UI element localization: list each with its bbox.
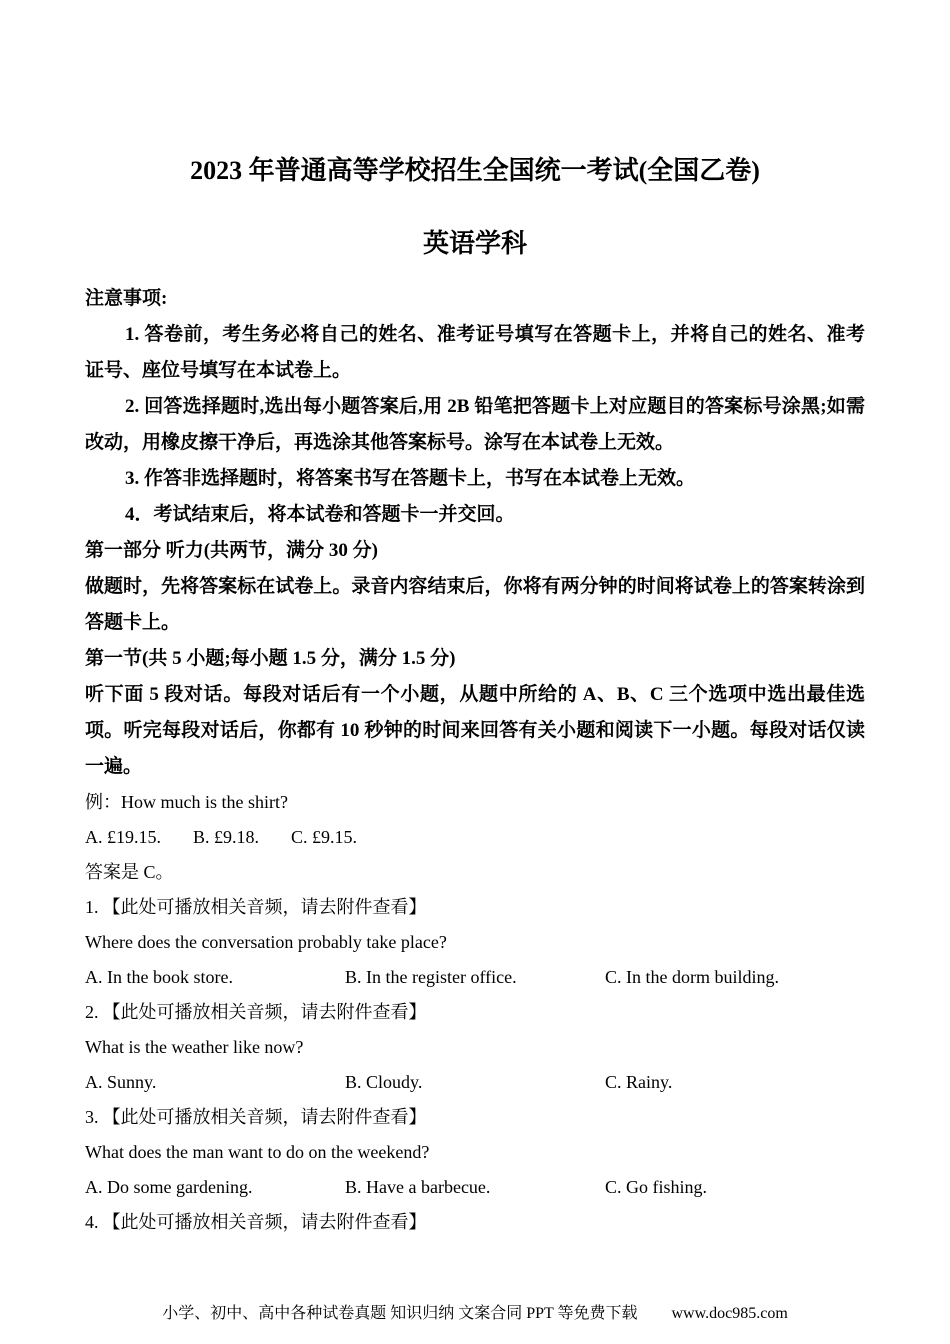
- question-stem: What does the man want to do on the weekend?: [85, 1142, 430, 1162]
- option-c: C. Rainy.: [605, 1072, 673, 1092]
- question-2: [85, 995, 865, 1100]
- question-audio-line: [85, 890, 865, 925]
- question-options: [85, 1170, 865, 1205]
- option-a: A. In the book store.: [85, 967, 233, 987]
- question-number: 1.: [85, 897, 99, 917]
- question-stem: Where does the conversation probably take place?: [85, 932, 447, 952]
- example-answer: 答案是 C。: [85, 862, 174, 882]
- part1-instruction: 做题时，先将答案标在试卷上。录音内容结束后，你将有两分钟的时间将试卷上的答案转涂到答题卡上。: [85, 576, 865, 633]
- example-option-a: A. £19.15.: [85, 827, 161, 847]
- page-footer: [0, 1304, 950, 1324]
- section1-instruction: 听下面 5 段对话。每段对话后有一个小题，从题中所给的 A、B、C 三个选项中选出最佳选项。听完每段对话后，你都有 10 秒钟的时间来回答有关小题和阅读下一小题。每段对话仅读一遍。: [85, 684, 865, 777]
- notice-item-2: 2. 回答选择题时,选出每小题答案后,用 2B 铅笔把答题卡上对应题目的答案标号涂黑;如需改动，用橡皮擦干净后，再选涂其他答案标号。涂写在本试卷上无效。: [85, 396, 865, 453]
- part1-heading: 第一部分 听力(共两节，满分 30 分): [85, 540, 378, 561]
- page-title: 2023 年普通高等学校招生全国统一考试(全国乙卷): [190, 156, 760, 185]
- example-prompt: 例：How much is the shirt?: [85, 792, 288, 812]
- audio-placeholder-note: 【此处可播放相关音频，请去附件查看】: [102, 1002, 427, 1022]
- option-b: B. In the register office.: [345, 967, 517, 987]
- option-b: B. Have a barbecue.: [345, 1177, 491, 1197]
- option-a: A. Sunny.: [85, 1072, 157, 1092]
- question-4: [85, 1205, 865, 1240]
- audio-placeholder-note: 【此处可播放相关音频，请去附件查看】: [102, 897, 427, 917]
- question-audio-line: [85, 1100, 865, 1135]
- question-3: [85, 1100, 865, 1205]
- footer-text: 小学、初中、高中各种试卷真题 知识归纳 文案合同 PPT 等免费下载: [162, 1305, 638, 1322]
- question-stem: What is the weather like now?: [85, 1037, 304, 1057]
- example-option-c: C. £9.15.: [291, 827, 358, 847]
- listening-questions-section: [85, 785, 865, 1240]
- example-options: [85, 820, 865, 855]
- option-c: C. In the dorm building.: [605, 967, 779, 987]
- section1-heading: 第一节(共 5 小题;每小题 1.5 分，满分 1.5 分): [85, 648, 456, 669]
- notice-and-part1-section: [85, 281, 865, 785]
- question-number: 2.: [85, 1002, 99, 1022]
- option-b: B. Cloudy.: [345, 1072, 423, 1092]
- question-number: 3.: [85, 1107, 99, 1127]
- question-1: [85, 890, 865, 995]
- question-audio-line: [85, 995, 865, 1030]
- notice-item-4: 4．考试结束后，将本试卷和答题卡一并交回。: [125, 504, 515, 525]
- audio-placeholder-note: 【此处可播放相关音频，请去附件查看】: [102, 1212, 427, 1232]
- question-options: [85, 960, 865, 995]
- notice-item-1: 1. 答卷前，考生务必将自己的姓名、准考证号填写在答题卡上，并将自己的姓名、准考证号、座位号填写在本试卷上。: [85, 324, 865, 381]
- footer-url[interactable]: www.doc985.com: [671, 1305, 788, 1322]
- question-number: 4.: [85, 1212, 99, 1232]
- notice-item-3: 3. 作答非选择题时，将答案书写在答题卡上，书写在本试卷上无效。: [125, 468, 696, 489]
- page-subtitle: 英语学科: [422, 229, 527, 258]
- option-c: C. Go fishing.: [605, 1177, 708, 1197]
- notice-heading: 注意事项:: [85, 288, 168, 309]
- question-options: [85, 1065, 865, 1100]
- option-a: A. Do some gardening.: [85, 1177, 253, 1197]
- audio-placeholder-note: 【此处可播放相关音频，请去附件查看】: [102, 1107, 427, 1127]
- example-option-b: B. £9.18.: [193, 827, 260, 847]
- question-audio-line: [85, 1205, 865, 1240]
